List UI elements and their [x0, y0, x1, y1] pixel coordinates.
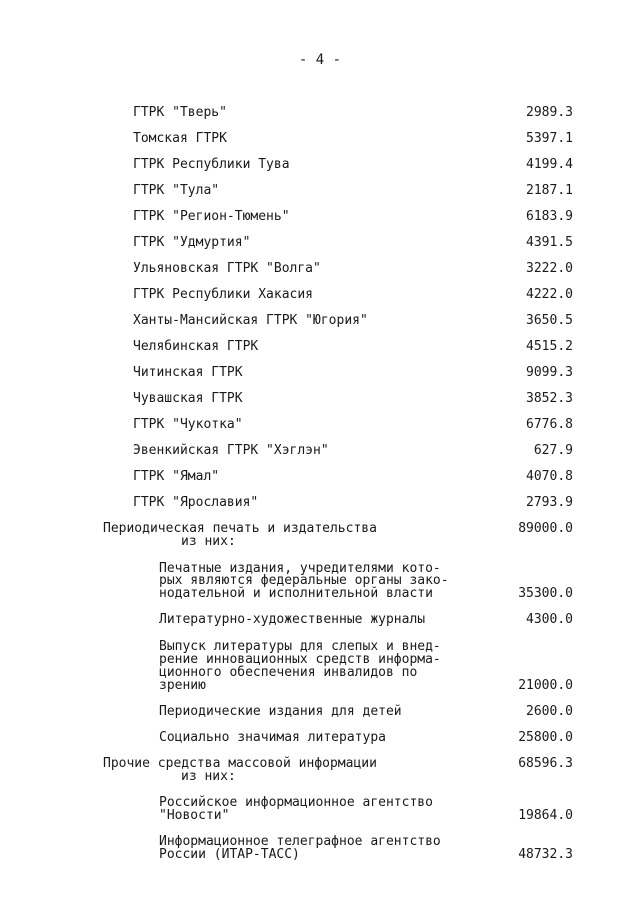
item-amount: 6183.9	[526, 209, 573, 224]
item-amount: 25800.0	[518, 730, 573, 745]
item-amount: 4515.2	[526, 339, 573, 354]
section-subtitle: из них:	[181, 769, 236, 784]
item-label: ГТРК "Тверь"	[133, 105, 227, 120]
item-amount: 48732.3	[518, 847, 573, 862]
item-label-line: Социально значимая литература	[159, 730, 386, 745]
item-label-line: Информационное телеграфное агентство	[159, 834, 441, 849]
item-amount: 9099.3	[526, 365, 573, 380]
item-amount: 19864.0	[518, 808, 573, 823]
item-amount: 2187.1	[526, 183, 573, 198]
section-amount: 89000.0	[518, 521, 573, 536]
section-title: Периодическая печать и издательства	[103, 521, 377, 536]
item-amount: 2600.0	[526, 704, 573, 719]
item-label: ГТРК "Ямал"	[133, 469, 220, 484]
item-label-line: рых являются федеральные органы зако-	[159, 573, 449, 588]
item-label: Томская ГТРК	[133, 131, 227, 146]
item-label-line: Печатные издания, учредителями кото-	[159, 561, 441, 576]
item-amount: 3650.5	[526, 313, 573, 328]
item-label: ГТРК "Тула"	[133, 183, 220, 198]
item-amount: 2989.3	[526, 105, 573, 120]
page-number: - 4 -	[298, 52, 342, 68]
item-label-line: Периодические издания для детей	[159, 704, 402, 719]
item-label: Эвенкийская ГТРК "Хэглэн"	[133, 443, 329, 458]
item-label-line: Российское информационное агентство	[159, 795, 433, 810]
section-amount: 68596.3	[518, 756, 573, 771]
item-label-line: России (ИТАР-ТАСС)	[159, 847, 300, 862]
item-label: ГТРК Республики Тува	[133, 157, 290, 172]
item-label: ГТРК "Ярославия"	[133, 495, 259, 510]
item-label-line: "Новости"	[159, 808, 230, 823]
item-label: Ханты-Мансийская ГТРК "Югория"	[133, 313, 368, 328]
item-amount: 4222.0	[526, 287, 573, 302]
item-amount: 4199.4	[526, 157, 573, 172]
item-label: ГТРК Республики Хакасия	[133, 287, 314, 302]
item-label: Челябинская ГТРК	[133, 339, 259, 354]
item-amount: 4070.8	[526, 469, 573, 484]
item-amount: 5397.1	[526, 131, 573, 146]
item-amount: 35300.0	[518, 586, 573, 601]
item-label: Ульяновская ГТРК "Волга"	[133, 261, 321, 276]
item-label-line: нодательной и исполнительной власти	[159, 586, 433, 601]
item-amount: 3222.0	[526, 261, 573, 276]
item-amount: 4300.0	[526, 612, 573, 627]
item-label: ГТРК "Регион-Тюмень"	[133, 209, 290, 224]
item-label-line: ционного обеспечения инвалидов по	[159, 665, 418, 680]
item-amount: 4391.5	[526, 235, 573, 250]
item-label-line: зрению	[159, 678, 206, 693]
item-amount: 6776.8	[526, 417, 573, 432]
item-amount: 2793.9	[526, 495, 573, 510]
item-label-line: Литературно-художественные журналы	[159, 612, 426, 627]
item-label: ГТРК "Удмуртия"	[133, 235, 251, 250]
section-title: Прочие средства массовой информации	[103, 756, 377, 771]
item-amount: 21000.0	[518, 678, 573, 693]
item-label: Читинская ГТРК	[133, 365, 243, 380]
item-label: Чувашская ГТРК	[133, 391, 243, 406]
item-amount: 627.9	[533, 443, 573, 458]
item-amount: 3852.3	[526, 391, 573, 406]
item-label-line: Выпуск литературы для слепых и внед-	[159, 639, 441, 654]
item-label: ГТРК "Чукотка"	[133, 417, 243, 432]
item-label-line: рение инновационных средств информа-	[159, 652, 441, 667]
section-subtitle: из них:	[181, 534, 236, 549]
